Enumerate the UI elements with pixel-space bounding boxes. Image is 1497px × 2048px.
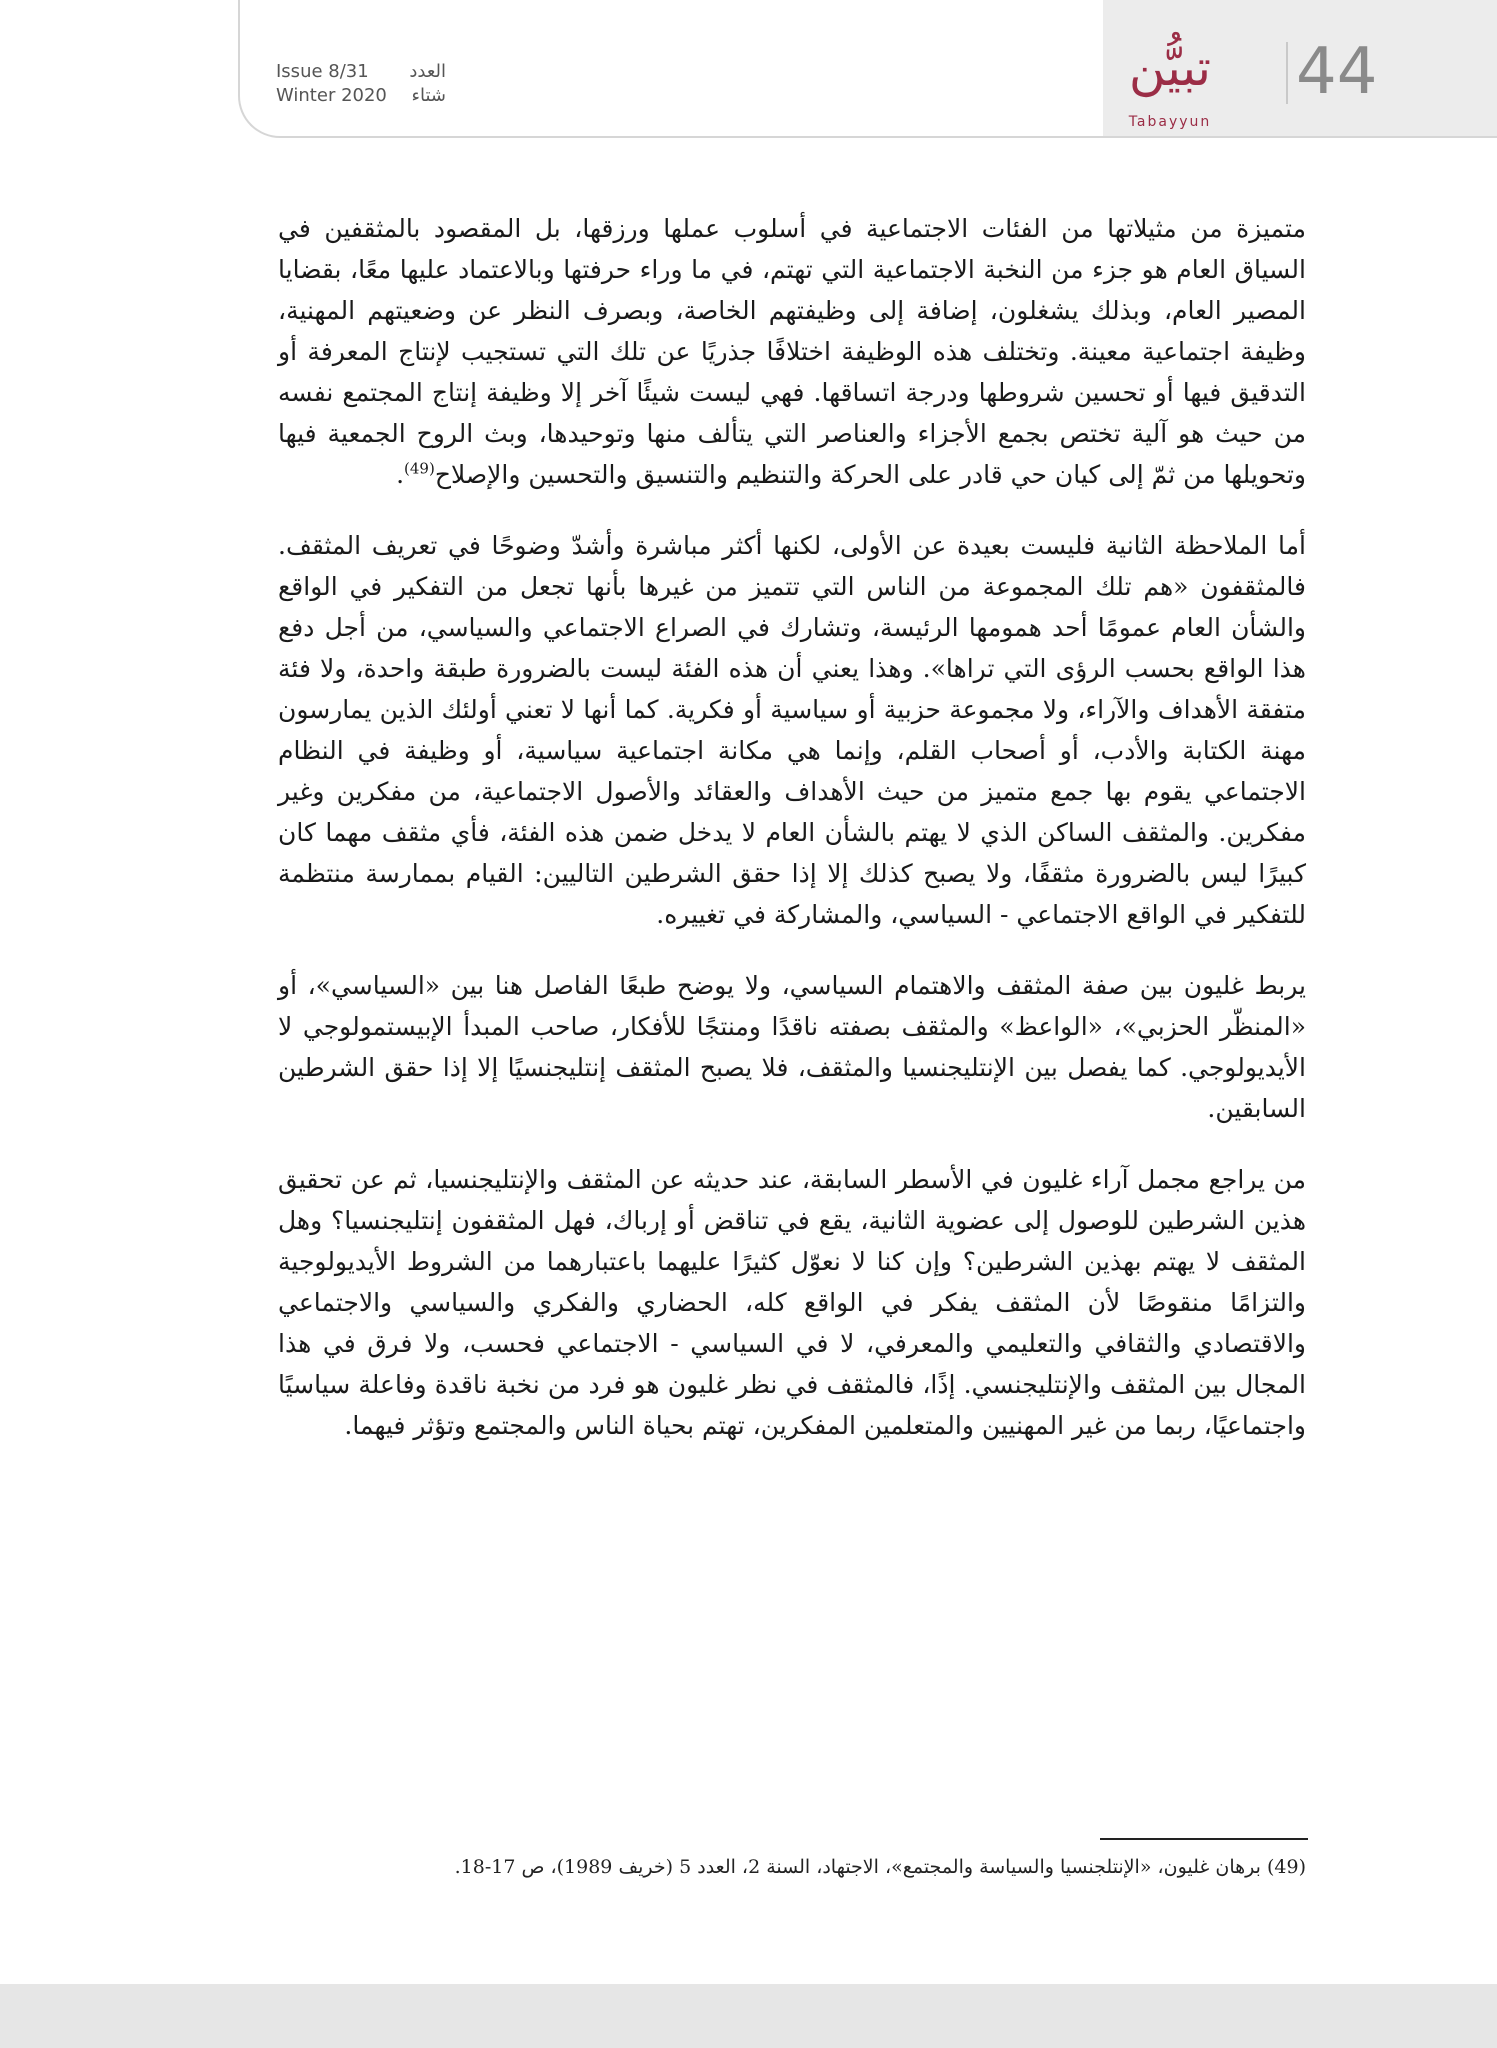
article-body: [278, 208, 1306, 1476]
footnote-divider: [1100, 1838, 1308, 1840]
page-number: 44: [1296, 35, 1378, 109]
journal-logo: [1115, 40, 1225, 130]
paragraph-1-end: .: [396, 460, 405, 489]
season-ar: شتاء: [411, 85, 446, 106]
issue-number-en: Issue 8/31: [276, 61, 369, 82]
issue-info: [276, 60, 446, 108]
page-footer-bar: [0, 1984, 1497, 2048]
logo-arabic: تبيُّن: [1128, 39, 1212, 97]
issue-number-ar: العدد: [409, 61, 446, 82]
paragraph-3: يربط غليون بين صفة المثقف والاهتمام السياسي، ولا يوضح طبعًا الفاصل هنا بين «السياسي»، أو «المنظّر الحزبي»، «الواعظ» والمثقف بصفته ناقدًا ومنتجًا للأفكار، صاحب المبدأ الإبيستمولوجي لا الأيديولوجي. كما يفصل بين الإنتليجنسيا والمثقف، فلا يصبح المثقف إنتليجنسيًا إلا إذا حقق الشرطين السابقين.: [278, 971, 1306, 1123]
season-en: Winter 2020: [276, 85, 387, 106]
paragraph-1-text: متميزة من مثيلاتها من الفئات الاجتماعية في أسلوب عملها ورزقها، بل المقصود بالمثقفين في السياق العام هو جزء من النخبة الاجتماعية التي تهتم، في ما وراء حرفتها وبالاعتماد عليها معًا، بقضايا المصير العام، وبذلك يشغلون، إضافة إلى وظيفتهم الخاصة، وبصرف النظر عن وضعيتهم المهنية، وظيفة اجتماعية معينة. وتختلف هذه الوظيفة اختلافًا جذريًا عن تلك التي تستجيب لإنتاج المعرفة أو التدقيق فيها أو تحسين شروطها ودرجة اتساقها. فهي ليست شيئًا آخر إلا وظيفة إنتاج المجتمع نفسه من حيث هو آلية تختص بجمع الأجزاء والعناصر التي يتألف منها وتوحيدها، وبث الروح الجمعية فيها وتحويلها من ثمّ إلى كيان حي قادر على الحركة والتنظيم والتنسيق والتحسين والإصلاح: [278, 214, 1306, 489]
paragraph-1: [278, 208, 1306, 495]
footnote-49: (49) برهان غليون، «الإنتلجنسيا والسياسة والمجتمع»، الاجتهاد، السنة 2، العدد 5 (خريف 1989)، ص 17-18.: [454, 1856, 1306, 1878]
paragraph-4: من يراجع مجمل آراء غليون في الأسطر السابقة، عند حديثه عن المثقف والإنتليجنسيا، ثم عن تحقيق هذين الشرطين للوصول إلى عضوية الثانية، يقع في تناقض أو إرباك، فهل المثقفون إنتليجنسيا؟ وهل المثقف لا يهتم بهذين الشرطين؟ وإن كنا لا نعوّل كثيرًا عليهما باعتبارهما من الشروط الأيديولوجية والتزامًا منقوصًا لأن المثقف يفكر في الواقع كله، الحضاري والفكري والسياسي والاجتماعي والاقتصادي والثقافي والتعليمي والمعرفي، لا في السياسي - الاجتماعي فحسب، ولا فرق في هذا المجال بين المثقف والإنتليجنسي. إذًا، فالمثقف في نظر غليون هو فرد من نخبة ناقدة وفاعلة سياسيًا واجتماعيًا، ربما من غير المهنيين والمتعلمين المفكرين، تهتم بحياة الناس والمجتمع وتؤثر فيهما.: [278, 1165, 1306, 1440]
paragraph-2: أما الملاحظة الثانية فليست بعيدة عن الأولى، لكنها أكثر مباشرة وأشدّ وضوحًا في تعريف المثقف. فالمثقفون «هم تلك المجموعة من الناس التي تتميز من غيرها بأنها تجعل من التفكير في الواقع والشأن العام عمومًا أحد همومها الرئيسة، وتشارك في الصراع الاجتماعي والسياسي، من أجل دفع هذا الواقع بحسب الرؤى التي تراها». وهذا يعني أن هذه الفئة ليست بالضرورة طبقة واحدة، ولا فئة متفقة الأهداف والآراء، ولا مجموعة حزبية أو سياسية أو فكرية. كما أنها لا تعني أولئك الذين يمارسون مهنة الكتابة والأدب، أو أصحاب القلم، وإنما هي مكانة اجتماعية سياسية، أو وظيفة في النظام الاجتماعي يقوم بها جمع متميز من حيث الأهداف والعقائد والأصول الاجتماعية، من مفكرين وغير مفكرين. والمثقف الساكن الذي لا يهتم بالشأن العام لا يدخل ضمن هذه الفئة، فأي مثقف مهما كان كبيرًا ليس بالضرورة مثقفًا، ولا يصبح كذلك إلا إذا حقق الشرطين التاليين: القيام بممارسة منتظمة للتفكير في الواقع الاجتماعي - السياسي، والمشاركة في تغييره.: [278, 531, 1306, 929]
logo-latin: Tabayyun: [1128, 114, 1212, 130]
header-divider: [1286, 42, 1288, 104]
footnote-ref-49: (49): [404, 459, 435, 478]
